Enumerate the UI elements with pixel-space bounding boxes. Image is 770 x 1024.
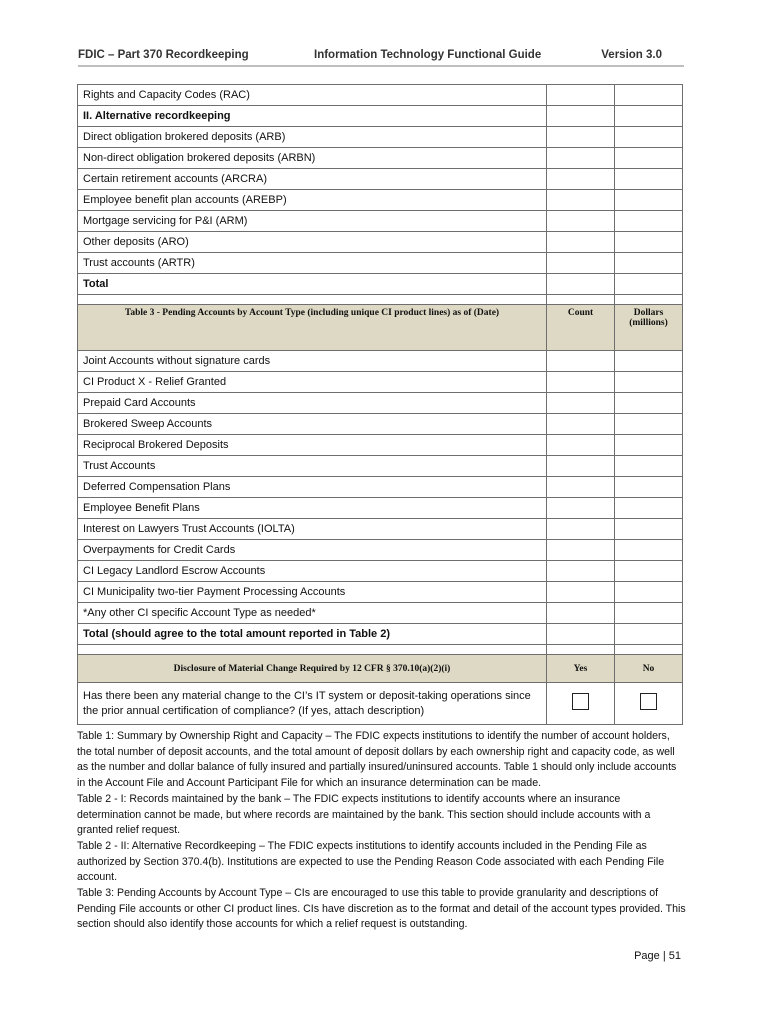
- count-cell: [547, 274, 615, 295]
- table-row: [78, 456, 683, 477]
- table-row: [78, 624, 683, 645]
- row-label: Direct obligation brokered deposits (ARB): [78, 127, 547, 148]
- table-row: [78, 85, 683, 106]
- table-row: [78, 351, 683, 372]
- table-row: [78, 540, 683, 561]
- disclosure-header: [78, 655, 683, 683]
- table-row: [78, 232, 683, 253]
- table-row: [78, 393, 683, 414]
- dollars-cell: [615, 540, 683, 561]
- count-cell: [547, 106, 615, 127]
- dollars-cell: [615, 253, 683, 274]
- yes-cell: [547, 683, 615, 725]
- table-row: [78, 561, 683, 582]
- no-checkbox[interactable]: [640, 693, 657, 710]
- dollars-cell: [615, 582, 683, 603]
- count-cell: [547, 148, 615, 169]
- total-label: Total: [78, 274, 547, 295]
- table-row: [78, 582, 683, 603]
- dollars-cell: [615, 106, 683, 127]
- total-label: Total (should agree to the total amount reported in Table 2): [78, 624, 547, 645]
- count-cell: [547, 127, 615, 148]
- pending-accounts-table: [77, 84, 683, 725]
- table3-title: Table 3 - Pending Accounts by Account Type (including unique CI product lines) as of (Date): [78, 305, 547, 351]
- header-divider: [78, 65, 684, 67]
- row-label: *Any other CI specific Account Type as needed*: [78, 603, 547, 624]
- dollars-cell: [615, 561, 683, 582]
- table-row: [78, 127, 683, 148]
- count-cell: [547, 414, 615, 435]
- row-label: Deferred Compensation Plans: [78, 477, 547, 498]
- row-label: CI Municipality two-tier Payment Processing Accounts: [78, 582, 547, 603]
- table-row: [78, 498, 683, 519]
- count-cell: [547, 169, 615, 190]
- dollars-cell: [615, 624, 683, 645]
- table-row: [78, 414, 683, 435]
- count-cell: [547, 372, 615, 393]
- table-row: [78, 519, 683, 540]
- dollars-cell: [615, 190, 683, 211]
- table-row: [78, 274, 683, 295]
- count-cell: [547, 85, 615, 106]
- count-cell: [547, 477, 615, 498]
- dollars-cell: [615, 477, 683, 498]
- count-cell: [547, 456, 615, 477]
- table-row: [78, 477, 683, 498]
- dollars-cell: [615, 169, 683, 190]
- table-row: [78, 169, 683, 190]
- dollars-cell: [615, 232, 683, 253]
- dollars-cell: [615, 603, 683, 624]
- dollars-cell: [615, 456, 683, 477]
- row-label: Other deposits (ARO): [78, 232, 547, 253]
- row-label: Interest on Lawyers Trust Accounts (IOLTA): [78, 519, 547, 540]
- no-header: No: [615, 655, 683, 683]
- row-label: Reciprocal Brokered Deposits: [78, 435, 547, 456]
- header-left: FDIC – Part 370 Recordkeeping: [78, 49, 249, 61]
- row-label: CI Product X - Relief Granted: [78, 372, 547, 393]
- table-row: [78, 190, 683, 211]
- count-cell: [547, 253, 615, 274]
- row-label: Employee Benefit Plans: [78, 498, 547, 519]
- row-label: Brokered Sweep Accounts: [78, 414, 547, 435]
- table-row: [78, 211, 683, 232]
- dollars-cell: [615, 435, 683, 456]
- dollars-cell: [615, 414, 683, 435]
- count-cell: [547, 561, 615, 582]
- row-label: Trust accounts (ARTR): [78, 253, 547, 274]
- table-row: [78, 148, 683, 169]
- row-label: Mortgage servicing for P&I (ARM): [78, 211, 547, 232]
- dollars-cell: [615, 519, 683, 540]
- count-cell: [547, 393, 615, 414]
- dollars-cell: [615, 498, 683, 519]
- header-version: Version 3.0: [601, 49, 662, 61]
- disclosure-row: [78, 683, 683, 725]
- table-row: [78, 603, 683, 624]
- count-cell: [547, 603, 615, 624]
- dollars-cell: [615, 211, 683, 232]
- count-cell: [547, 351, 615, 372]
- count-cell: [547, 624, 615, 645]
- yes-header: Yes: [547, 655, 615, 683]
- page-header: [78, 49, 684, 65]
- disclosure-question: Has there been any material change to the CI’s IT system or deposit-taking operations since the prior annual certification of compliance? (If yes, attach description): [78, 683, 547, 725]
- row-label: Joint Accounts without signature cards: [78, 351, 547, 372]
- dollars-cell: [615, 351, 683, 372]
- spacer-row: [78, 295, 683, 305]
- section-heading: II. Alternative recordkeeping: [78, 106, 547, 127]
- count-cell: [547, 232, 615, 253]
- dollars-cell: [615, 148, 683, 169]
- row-label: Non-direct obligation brokered deposits (ARBN): [78, 148, 547, 169]
- count-cell: [547, 582, 615, 603]
- table-row: [78, 253, 683, 274]
- row-label: Certain retirement accounts (ARCRA): [78, 169, 547, 190]
- table-row: [78, 435, 683, 456]
- no-cell: [615, 683, 683, 725]
- row-label: Employee benefit plan accounts (AREBP): [78, 190, 547, 211]
- spacer-row: [78, 645, 683, 655]
- count-cell: [547, 540, 615, 561]
- note-paragraph: Table 1: Summary by Ownership Right and Capacity – The FDIC expects institutions to identify the number of account holders, the total number of deposit accounts, and the total amount of deposit dollars by each ownership right and capacity code, as well as the number and dollar balance of fully insured and partially insured/uninsured accounts. Table 1 should only include accounts in the Account File and Account Participant File for which an insurance determination can be made.: [77, 730, 677, 790]
- note-paragraph: Table 3: Pending Accounts by Account Type – CIs are encouraged to use this table to provide granularity and descriptions of Pending File accounts or other CI product lines. CIs have discretion as to the format and detail of the account types provided. This section should also identify those accounts for which a relief request is outstanding.: [77, 887, 686, 931]
- table-notes: [77, 729, 687, 933]
- count-cell: [547, 211, 615, 232]
- dollars-header: Dollars (millions): [615, 305, 683, 351]
- yes-checkbox[interactable]: [572, 693, 589, 710]
- count-cell: [547, 498, 615, 519]
- dollars-cell: [615, 85, 683, 106]
- table-row: [78, 106, 683, 127]
- table-row: [78, 372, 683, 393]
- dollars-cell: [615, 393, 683, 414]
- row-label: CI Legacy Landlord Escrow Accounts: [78, 561, 547, 582]
- table3-header: [78, 305, 683, 351]
- row-label: Rights and Capacity Codes (RAC): [78, 85, 547, 106]
- header-center: Information Technology Functional Guide: [314, 49, 542, 61]
- dollars-cell: [615, 127, 683, 148]
- row-label: Trust Accounts: [78, 456, 547, 477]
- row-label: Overpayments for Credit Cards: [78, 540, 547, 561]
- page-number: Page | 51: [634, 950, 681, 962]
- disclosure-title: Disclosure of Material Change Required by 12 CFR § 370.10(a)(2)(i): [78, 655, 547, 683]
- dollars-cell: [615, 372, 683, 393]
- note-paragraph: Table 2 - II: Alternative Recordkeeping – The FDIC expects institutions to identify accounts included in the Pending File as authorized by Section 370.4(b). Institutions are expected to use the Pending Reason Code associated with each Pending File account.: [77, 839, 665, 884]
- row-label: Prepaid Card Accounts: [78, 393, 547, 414]
- note-paragraph: Table 2 - I: Records maintained by the bank – The FDIC expects institutions to identify accounts where an insurance determination cannot be made, but where records are maintained by the bank. This section should include accounts with a granted relief request.: [77, 792, 651, 837]
- count-header: Count: [547, 305, 615, 351]
- count-cell: [547, 190, 615, 211]
- dollars-cell: [615, 274, 683, 295]
- count-cell: [547, 435, 615, 456]
- count-cell: [547, 519, 615, 540]
